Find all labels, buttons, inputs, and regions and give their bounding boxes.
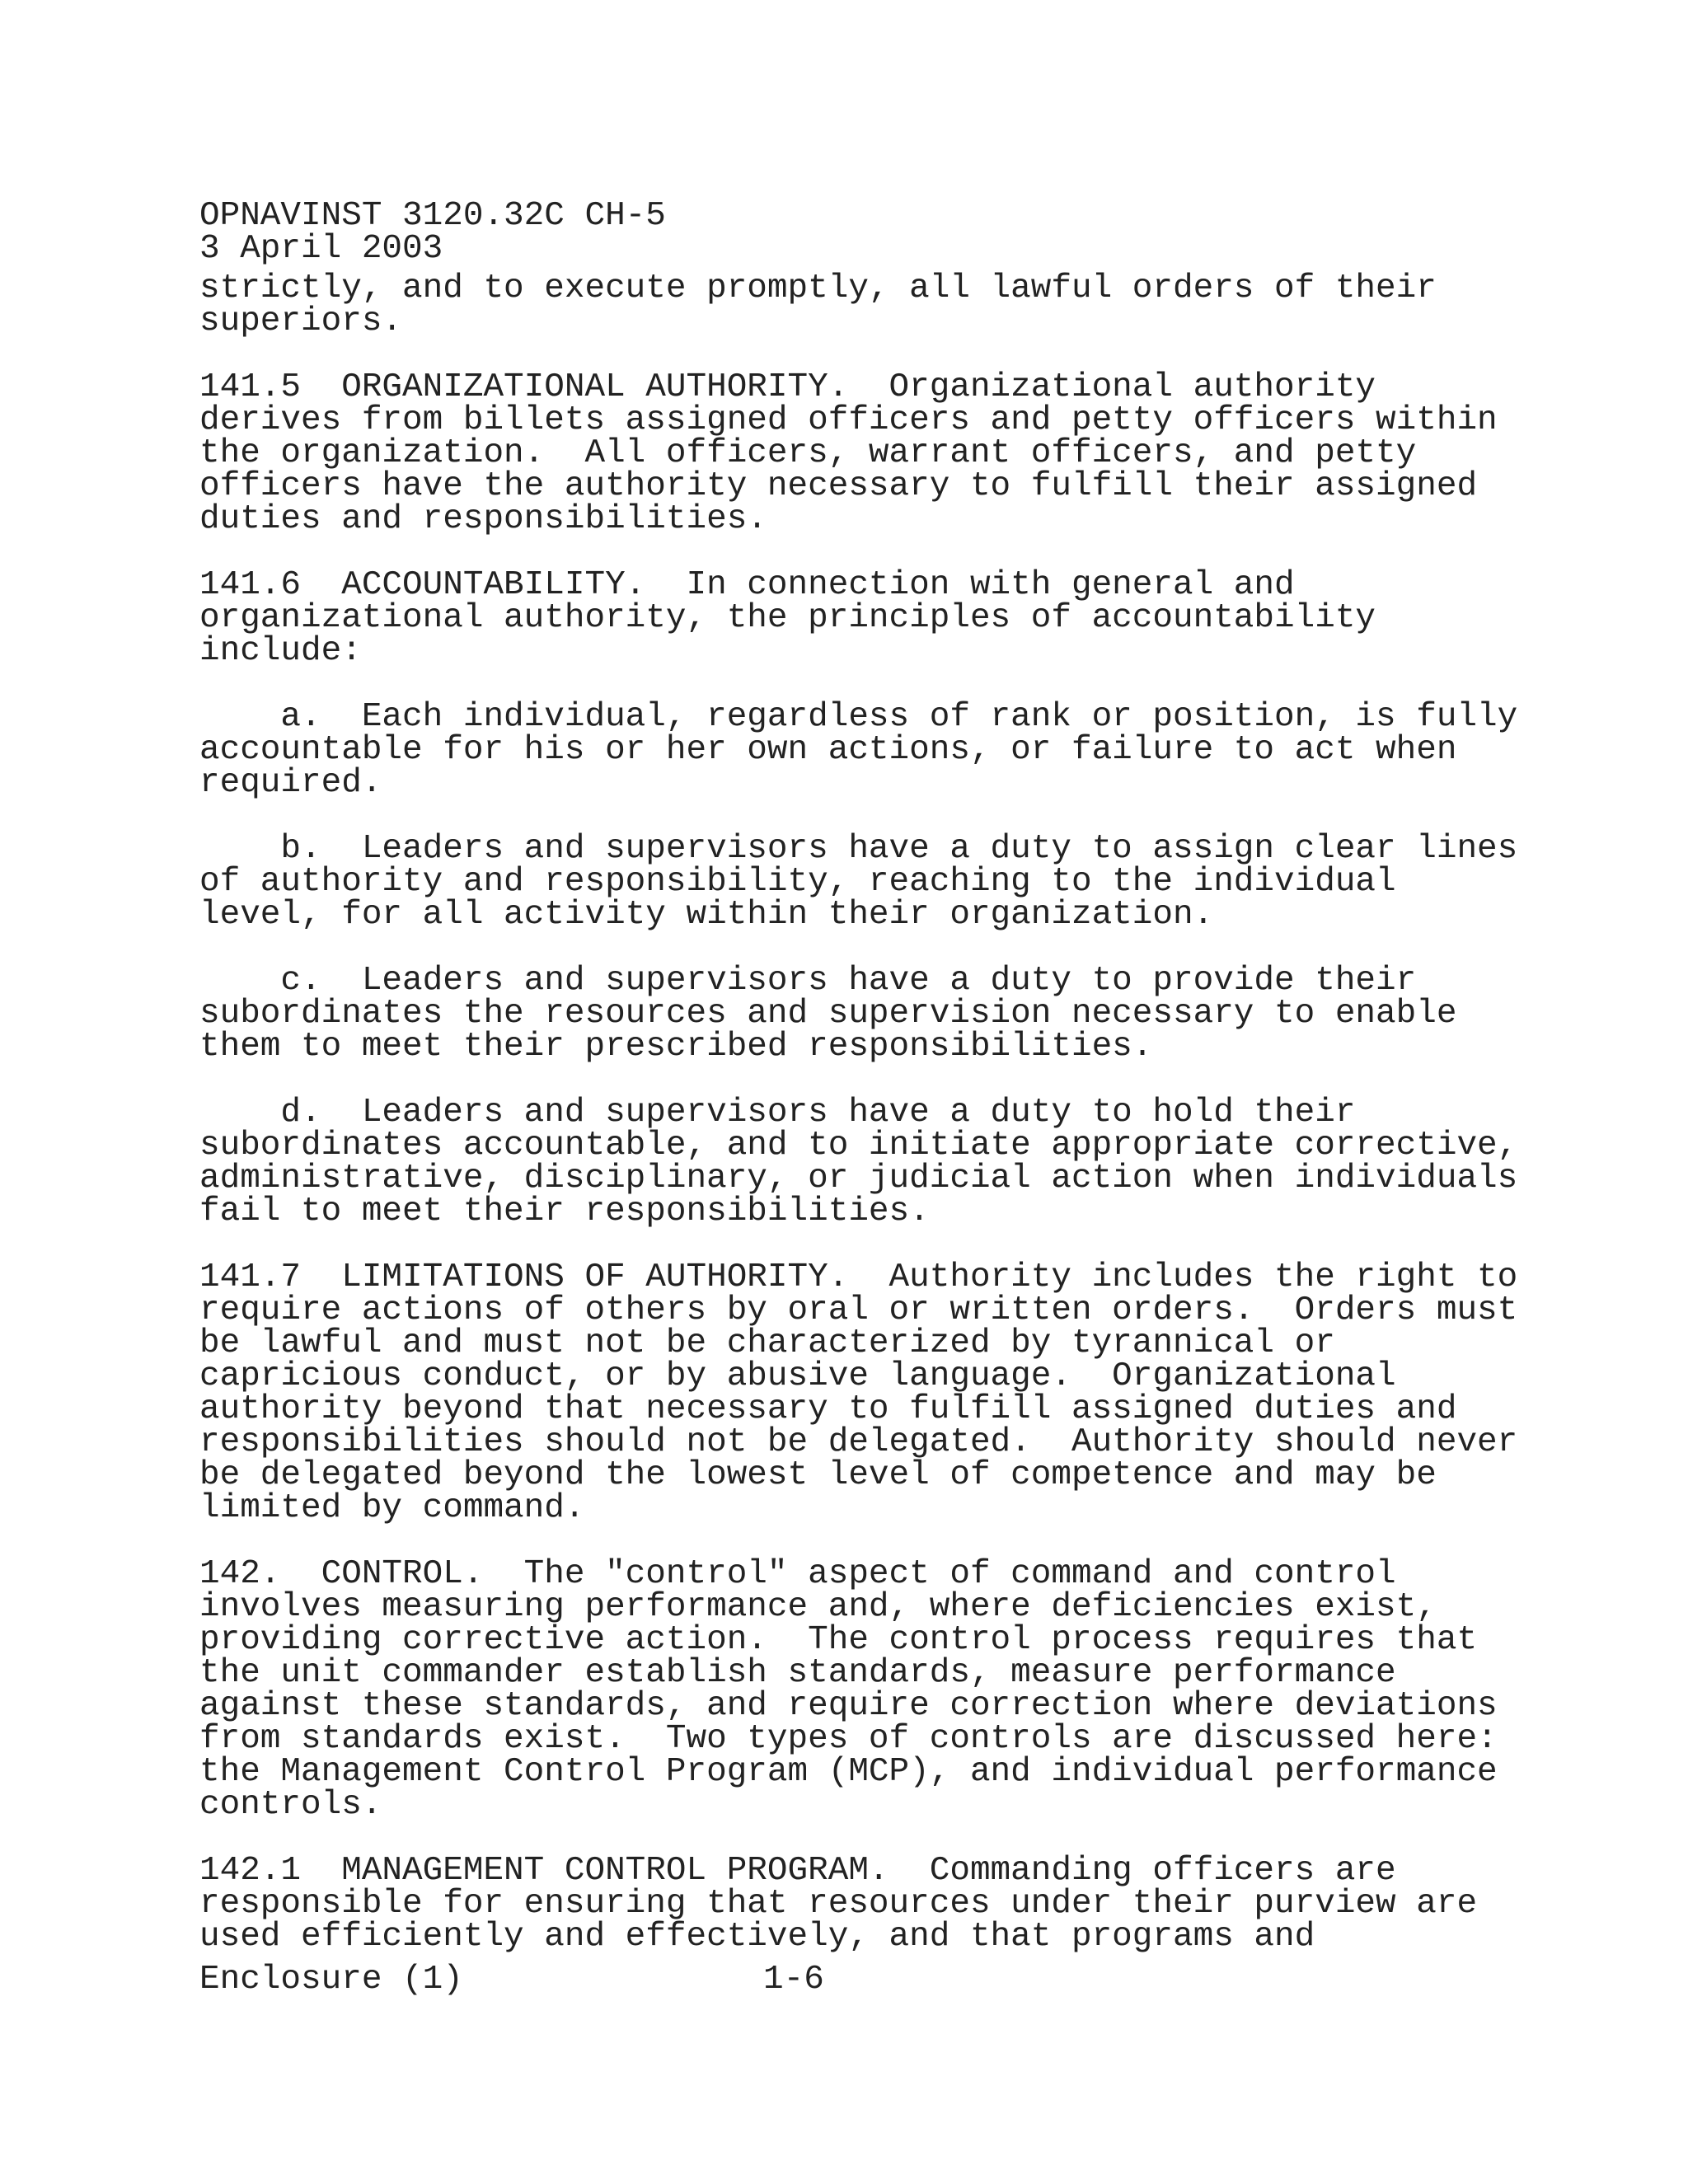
text-line: strictly, and to execute promptly, all lawful orders of their bbox=[199, 269, 1437, 307]
text-line: administrative, disciplinary, or judicial action when individuals bbox=[199, 1160, 1518, 1197]
page-number: 1-6 bbox=[763, 1961, 824, 1999]
text-line: them to meet their prescribed responsibilities. bbox=[199, 1028, 1153, 1066]
text-line: level, for all activity within their organization. bbox=[199, 896, 1214, 934]
paragraph-gap bbox=[199, 1228, 1592, 1261]
text-line: authority beyond that necessary to fulfill assigned duties and bbox=[199, 1390, 1457, 1428]
text-line: responsibilities should not be delegated. Authority should never bbox=[199, 1423, 1518, 1461]
text-line: be lawful and must not be characterized by tyrannical or bbox=[199, 1324, 1335, 1362]
paragraph-gap bbox=[199, 1063, 1592, 1096]
text-line: organizational authority, the principles of accountability bbox=[199, 599, 1376, 637]
text-line: of authority and responsibility, reaching to the individual bbox=[199, 863, 1396, 901]
text-line: limited by command. bbox=[199, 1489, 585, 1527]
text-line: duties and responsibilities. bbox=[199, 500, 767, 538]
body-text bbox=[199, 269, 1592, 1956]
text-line: subordinates accountable, and to initiate appropriate corrective, bbox=[199, 1127, 1518, 1165]
paragraph-gap bbox=[199, 338, 1592, 371]
text-line: the unit commander establish standards, measure performance bbox=[199, 1654, 1396, 1692]
text-line: 141.7 LIMITATIONS OF AUTHORITY. Authority includes the right to bbox=[199, 1258, 1518, 1296]
text-line: subordinates the resources and supervision necessary to enable bbox=[199, 995, 1457, 1033]
text-line: 142.1 MANAGEMENT CONTROL PROGRAM. Commanding officers are bbox=[199, 1852, 1396, 1890]
text-line: a. Each individual, regardless of rank or position, is fully bbox=[199, 698, 1518, 736]
enclosure-label: Enclosure (1) bbox=[199, 1961, 463, 1999]
text-line: 142. CONTROL. The "control" aspect of command and control bbox=[199, 1555, 1396, 1593]
text-line: derives from billets assigned officers and petty officers within bbox=[199, 401, 1498, 439]
text-line: 141.6 ACCOUNTABILITY. In connection with general and bbox=[199, 566, 1295, 604]
text-line: b. Leaders and supervisors have a duty to assign clear lines bbox=[199, 830, 1518, 868]
text-line: required. bbox=[199, 764, 382, 802]
text-line: used efficiently and effectively, and that programs and bbox=[199, 1918, 1315, 1956]
text-line: responsible for ensuring that resources under their purview are bbox=[199, 1885, 1478, 1923]
text-line: fail to meet their responsibilities. bbox=[199, 1193, 930, 1230]
text-line: be delegated beyond the lowest level of competence and may be bbox=[199, 1456, 1437, 1494]
text-line: 141.5 ORGANIZATIONAL AUTHORITY. Organizational authority bbox=[199, 368, 1376, 406]
text-line: against these standards, and require correction where deviations bbox=[199, 1687, 1498, 1725]
page-footer bbox=[199, 1961, 1592, 1999]
text-line: involves measuring performance and, where deficiencies exist, bbox=[199, 1588, 1437, 1626]
paragraph-gap bbox=[199, 1821, 1592, 1854]
paragraph-gap bbox=[199, 799, 1592, 832]
text-line: require actions of others by oral or written orders. Orders must bbox=[199, 1291, 1518, 1329]
text-line: the Management Control Program (MCP), and individual performance bbox=[199, 1753, 1498, 1791]
paragraph-gap bbox=[199, 931, 1592, 964]
text-line: the organization. All officers, warrant officers, and petty bbox=[199, 434, 1417, 472]
document-date: 3 April 2003 bbox=[199, 230, 443, 268]
text-line: include: bbox=[199, 632, 362, 670]
text-line: officers have the authority necessary to fulfill their assigned bbox=[199, 467, 1478, 505]
document-id: OPNAVINST 3120.32C CH-5 bbox=[199, 197, 666, 235]
text-line: controls. bbox=[199, 1786, 382, 1824]
paragraph-gap bbox=[199, 668, 1592, 701]
text-line: d. Leaders and supervisors have a duty to hold their bbox=[199, 1094, 1356, 1132]
paragraph-gap bbox=[199, 1525, 1592, 1558]
paragraph-gap bbox=[199, 536, 1592, 569]
text-line: capricious conduct, or by abusive language. Organizational bbox=[199, 1357, 1396, 1395]
text-line: superiors. bbox=[199, 302, 403, 340]
text-line: c. Leaders and supervisors have a duty to provide their bbox=[199, 962, 1417, 1000]
page-header bbox=[199, 197, 666, 268]
text-line: from standards exist. Two types of controls are discussed here: bbox=[199, 1720, 1498, 1758]
text-line: accountable for his or her own actions, or failure to act when bbox=[199, 731, 1457, 769]
text-line: providing corrective action. The control process requires that bbox=[199, 1621, 1478, 1659]
